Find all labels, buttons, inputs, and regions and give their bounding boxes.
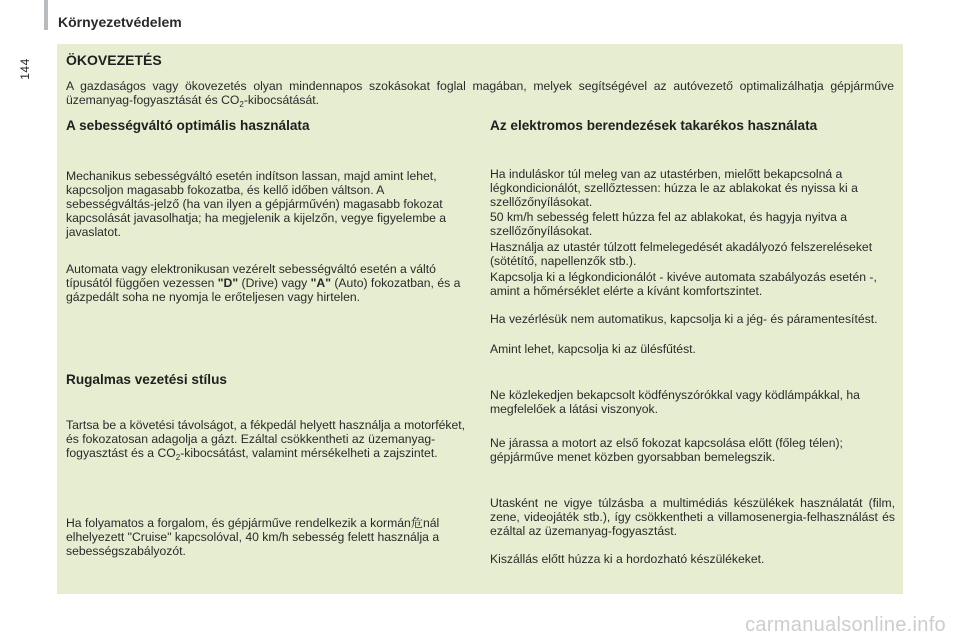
electrical-paragraph-10: Kiszállás előtt húzza ki a hordozható készülékeket. <box>490 552 765 567</box>
gearbox-auto-paragraph <box>66 262 471 304</box>
chapter-title: Környezetvédelem <box>58 14 182 30</box>
driving-style-heading: Rugalmas vezetési stílus <box>66 372 227 387</box>
intro-paragraph <box>66 79 894 107</box>
driving-style-text-end: -kibocsátást, valamint mérsékelheti a zajszintet. <box>180 446 438 461</box>
electrical-paragraph-2: 50 km/h sebesség felett húzza fel az ablakokat, és hagyja nyitva a szellőzőnyílásokat. <box>490 210 848 239</box>
watermark: carmanualsonline.info <box>745 614 946 636</box>
section-title: ÖKOVEZETÉS <box>66 52 162 68</box>
gearbox-auto-text-2: (Drive) vagy <box>238 276 311 291</box>
electrical-paragraph-4: Kapcsolja ki a légkondicionálót - kivéve automata szabályozás esetén -, amint a hőmérséklet elérte a kívánt komfortszintet. <box>490 270 877 299</box>
driving-style-text: Tartsa be a követési távolságot, a fékpedál helyett használja a motorféket, és fokozatosan adagolja a gázt. Ezáltal csökkentheti az üzemanyag-fogyasztást és a CO <box>66 418 466 461</box>
gearbox-auto-text-1: Automata vagy elektronikusan vezérelt sebességváltó esetén a váltó típusától függően vezessen <box>66 262 436 291</box>
header-accent-bar <box>44 0 48 30</box>
electrical-paragraph-1: Ha induláskor túl meleg van az utastérben, mielőtt bekapcsolná a légkondicionálót, szellőztessen: húzza le az ablakokat és nyissa ki a szellőzőnyílásokat. <box>490 167 858 210</box>
electrical-paragraph-9: Utasként ne vigye túlzásba a multimédiás készülékek használatát (film, zene, videojáték stb.), így csökkentheti a villamosenergia-felhasználást és ezáltal az üzemanyag-fogyasztást. <box>490 496 895 539</box>
electrical-heading: Az elektromos berendezések takarékos használata <box>490 118 818 133</box>
intro-text: A gazdaságos vagy ökovezetés olyan mindennapos szokásokat foglal magában, melyek segítségével az autóvezető optimalizálhatja gépjárműve üzemanyag-fogyasztását és CO <box>66 79 894 107</box>
intro-subscript: 2 <box>239 100 244 109</box>
electrical-paragraph-5: Ha vezérlésük nem automatikus, kapcsolja ki a jég- és páramentesítést. <box>490 312 878 327</box>
intro-text-end: -kibocsátását. <box>243 93 320 107</box>
gearbox-heading: A sebességváltó optimális használata <box>66 118 310 133</box>
gearbox-manual-paragraph: Mechanikus sebességváltó esetén indítson lassan, majd amint lehet, kapcsoljon magasabb fokozatba, és kellő időben váltson. A sebességváltás-jelző (ha van ilyen a gépjárművén) magasabb fokozat kapcsolását javasolhatja; ha megjelenik a kijelzőn, vegye figyelembe a javaslatot. <box>66 169 447 240</box>
gearbox-auto-text-3: (Auto) fokozatban, és a gázpedált soha ne nyomja le erőteljesen vagy hirtelen. <box>66 276 461 305</box>
electrical-paragraph-6: Amint lehet, kapcsolja ki az ülésfűtést. <box>490 342 696 357</box>
driving-style-subscript: 2 <box>175 453 181 463</box>
cruise-control-paragraph: Ha folyamatos a forgalom, és gépjárműve rendelkezik a kormán危nál elhelyezett "Cruise" kapcsolóval, 40 km/h sebesség felett használja a sebességszabályozót. <box>66 516 440 559</box>
electrical-paragraph-8: Ne járassa a motort az első fokozat kapcsolása előtt (főleg télen); gépjárműve menet közben gyorsabban bemelegszik. <box>490 436 843 465</box>
electrical-paragraph-7: Ne közlekedjen bekapcsolt ködfényszórókkal vagy ködlámpákkal, ha megfelelőek a látási viszonyok. <box>490 388 860 417</box>
electrical-paragraph-3: Használja az utastér túlzott felmelegedését akadályozó felszereléseket (sötétítő, napellenzők stb.). <box>490 240 873 269</box>
drive-mode-label: "D" <box>217 276 239 291</box>
page-number: 144 <box>17 58 32 80</box>
auto-mode-label: "A" <box>310 276 331 291</box>
driving-style-paragraph <box>66 418 471 463</box>
